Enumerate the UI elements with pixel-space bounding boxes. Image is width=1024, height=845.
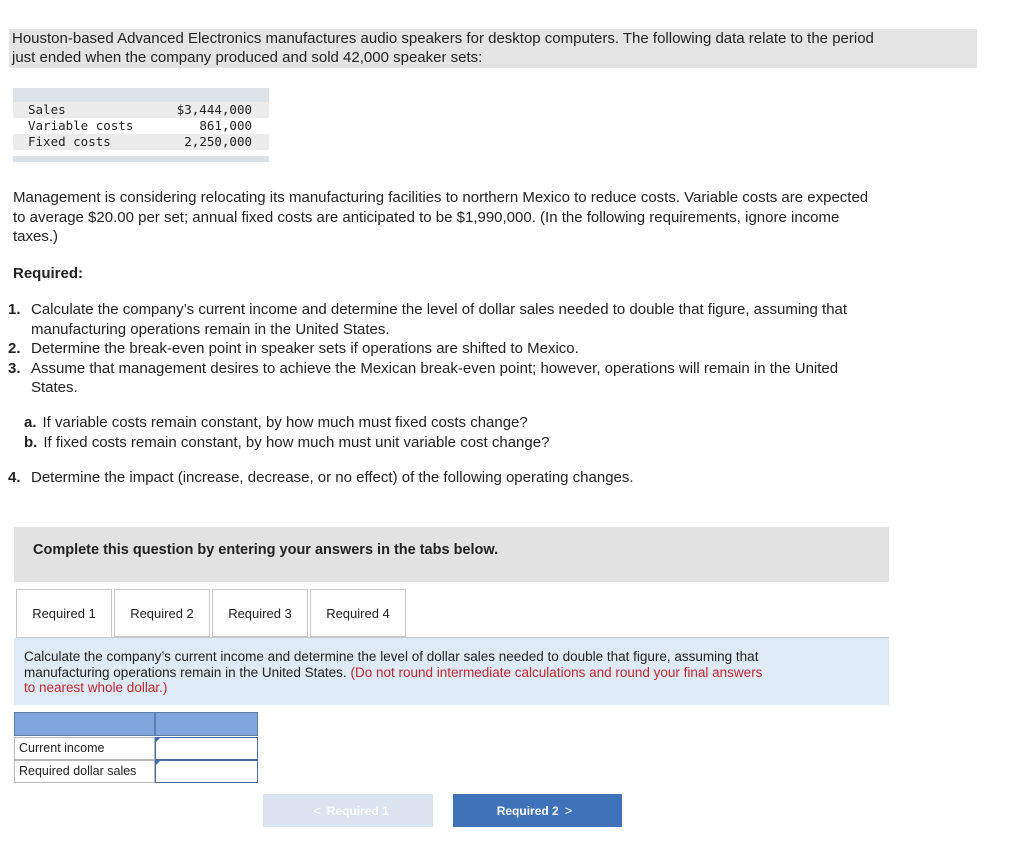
- requirement-number: 3.: [8, 359, 21, 377]
- input-flag-icon: [155, 760, 161, 766]
- tab-required-4[interactable]: Required 4: [310, 589, 406, 637]
- tab-required-1[interactable]: Required 1: [16, 589, 112, 639]
- row-value: 861,000: [199, 118, 252, 133]
- current-income-field[interactable]: [155, 737, 258, 760]
- tab-required-3[interactable]: Required 3: [212, 589, 308, 637]
- paragraph-line: to average $20.00 per set; annual fixed costs are anticipated to be $1,990,000. (In the following requirements, ignore income: [13, 208, 840, 226]
- requirement-text: Calculate the company’s current income and determine the level of dollar sales needed to double that figure, assuming that: [31, 301, 848, 318]
- instructions-banner: [14, 527, 889, 582]
- row-label: Variable costs: [28, 118, 134, 133]
- previous-button-label: Required 1: [326, 804, 389, 818]
- requirement-text: manufacturing operations remain in the United States.: [31, 320, 390, 338]
- panel-text: manufacturing operations remain in the United States.: [24, 664, 347, 680]
- table-bottom-bar: [13, 156, 269, 162]
- management-paragraph: [13, 188, 973, 247]
- sub-requirement-item: [24, 413, 549, 433]
- requirement-number: 4.: [8, 469, 21, 486]
- tab-required-2[interactable]: Required 2: [114, 589, 210, 637]
- rounding-note: (Do not round intermediate calculations and round your final answers: [350, 664, 763, 680]
- next-button-label: Required 2: [496, 804, 559, 818]
- sub-requirement-text: If variable costs remain constant, by how much must fixed costs change?: [42, 414, 528, 431]
- rounding-note: to nearest whole dollar.): [24, 680, 168, 695]
- instructions-text: Complete this question by entering your answers in the tabs below.: [33, 542, 499, 558]
- row-value: $3,444,000: [176, 102, 252, 117]
- answer-table-header: [155, 712, 258, 736]
- requirement-item: [8, 359, 968, 398]
- panel-text: Calculate the company’s current income and determine the level of dollar sales needed to double that figure, assuming that: [24, 649, 759, 664]
- requirements-list: [8, 300, 968, 398]
- sub-requirement-letter: b.: [24, 433, 38, 451]
- intro-line: just ended when the company produced and sold 42,000 speaker sets:: [12, 49, 483, 66]
- current-income-input[interactable]: [156, 738, 257, 759]
- sub-requirements-list: [24, 413, 549, 452]
- requirement-text: Determine the break-even point in speaker sets if operations are shifted to Mexico.: [31, 340, 579, 357]
- requirement-text: States.: [31, 379, 78, 396]
- previous-button[interactable]: [263, 794, 433, 827]
- table-row: [13, 118, 269, 134]
- requirement-text: Assume that management desires to achieve the Mexican break-even point; however, operations will remain in the United: [31, 359, 839, 377]
- requirement-text: Determine the impact (increase, decrease, or no effect) of the following operating changes.: [31, 469, 634, 486]
- requirement-item: [8, 339, 968, 359]
- row-label: Sales: [28, 102, 66, 117]
- row-label: Fixed costs: [28, 134, 111, 149]
- table-top-bar: [13, 88, 269, 102]
- chevron-right-icon: >: [564, 803, 573, 818]
- required-dollar-sales-field[interactable]: [155, 760, 258, 783]
- data-table: [13, 88, 269, 162]
- paragraph-line: taxes.): [13, 228, 59, 245]
- sub-requirement-item: [24, 433, 549, 453]
- table-row: [13, 102, 269, 118]
- answer-label-current-income: Current income: [14, 737, 155, 760]
- requirement-item: [8, 300, 968, 339]
- intro-line: Houston-based Advanced Electronics manufactures audio speakers for desktop computers. The following data relate to the period: [12, 30, 874, 47]
- sub-requirement-letter: a.: [24, 414, 37, 431]
- requirement-4: [8, 468, 968, 488]
- paragraph-line: Management is considering relocating its manufacturing facilities to northern Mexico to reduce costs. Variable costs are expected: [13, 189, 869, 206]
- row-value: 2,250,000: [184, 134, 252, 149]
- requirement-item: [8, 468, 968, 488]
- question-panel: [14, 638, 889, 705]
- requirement-number: 2.: [8, 340, 21, 357]
- sub-requirement-text: If fixed costs remain constant, by how much must unit variable cost change?: [43, 433, 550, 451]
- table-row: [13, 134, 269, 150]
- chevron-left-icon: <: [313, 803, 321, 818]
- required-dollar-sales-input[interactable]: [156, 761, 257, 782]
- answer-label-required-dollar-sales: Required dollar sales: [14, 760, 155, 783]
- requirement-number: 1.: [8, 301, 21, 318]
- next-button[interactable]: [453, 794, 622, 827]
- required-heading: Required:: [13, 265, 84, 282]
- answer-table-header: [14, 712, 155, 736]
- intro-text: [9, 29, 977, 68]
- input-flag-icon: [155, 737, 161, 743]
